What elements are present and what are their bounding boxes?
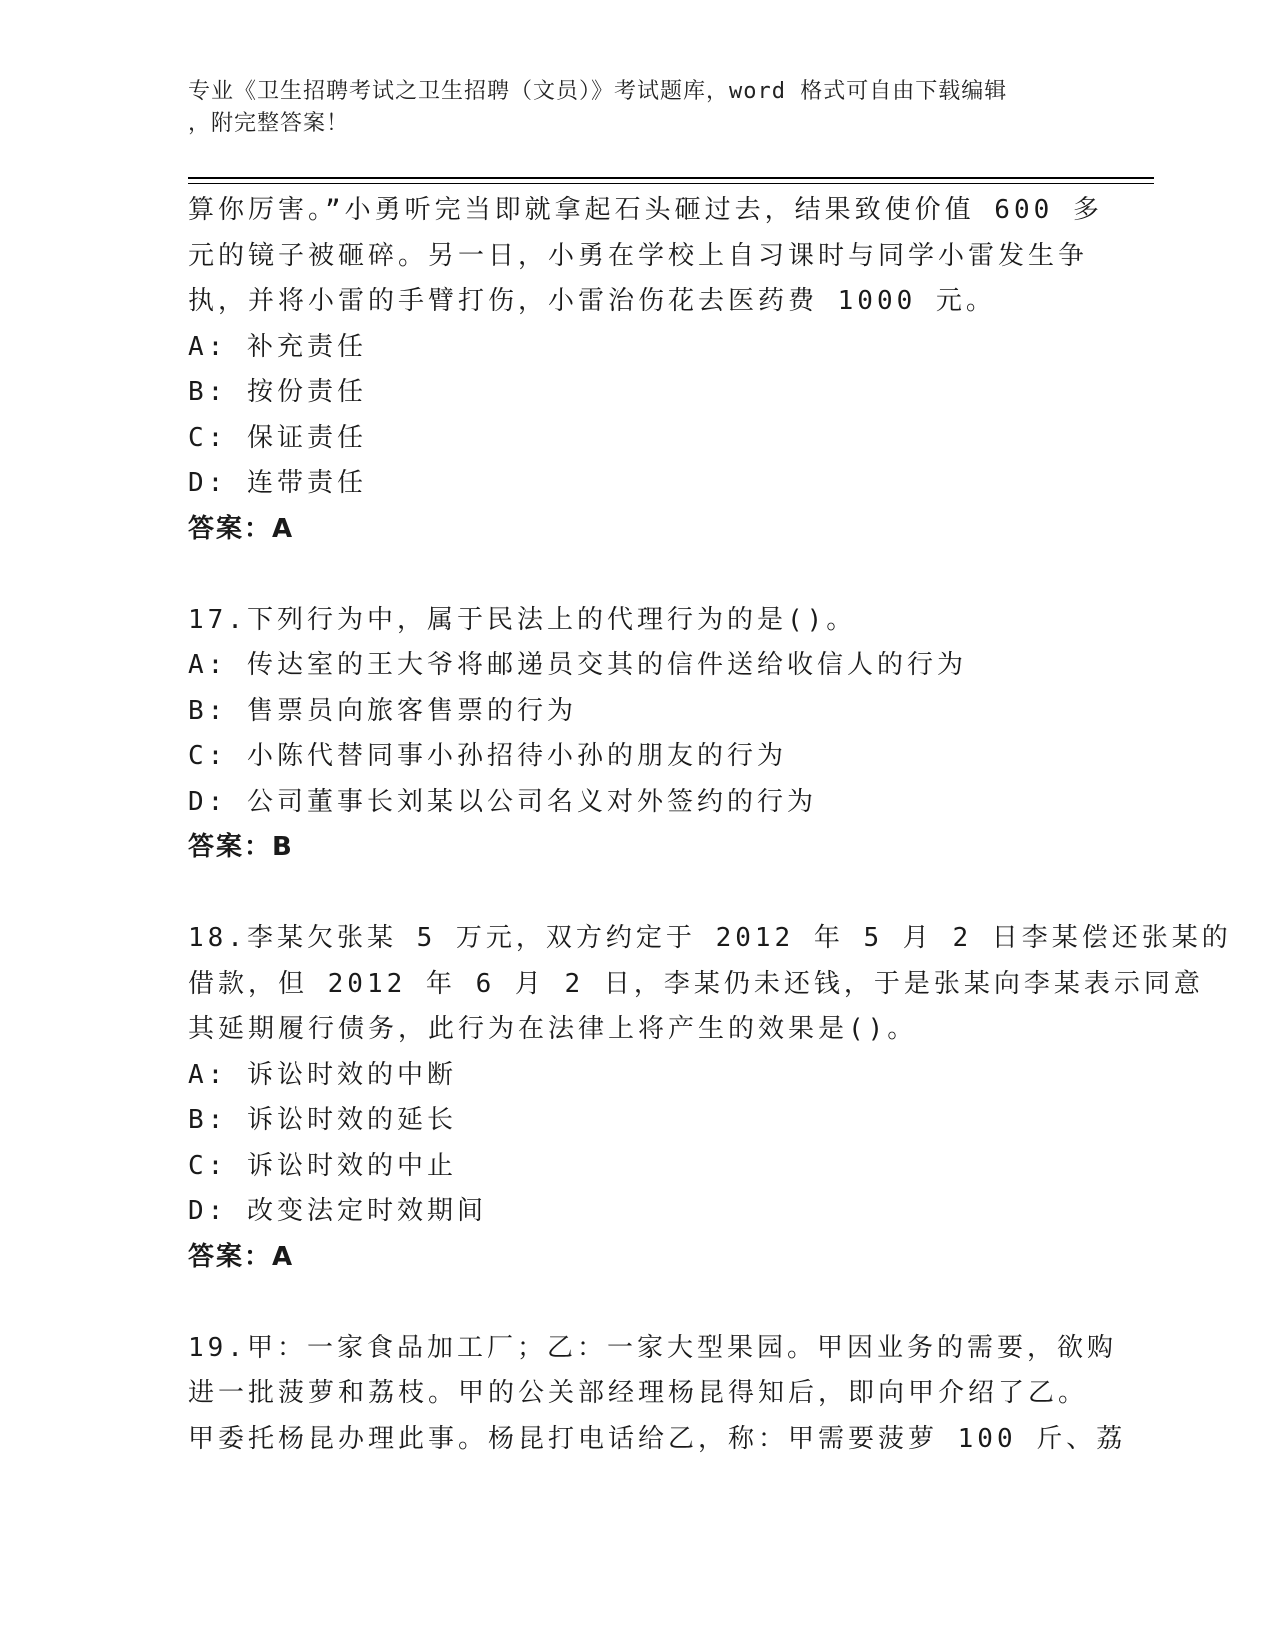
spacer [188,1280,1088,1326]
header-rule-thin [188,183,1154,184]
option-a: A: 诉讼时效的中断 [188,1059,457,1090]
option-c: C: 小陈代替同事小孙招待小孙的朋友的行为 [188,741,787,771]
question-19 [188,1326,1127,1463]
header-rule-thick [188,177,1154,179]
option-a: A: 传达室的王大爷将邮递员交其的信件送给收信人的行为 [188,650,967,680]
option-d: D: 公司董事长刘某以公司名义对外签约的行为 [188,786,817,817]
question-text-line: 元的镜子被砸碎。另一日，小勇在学校上自习课时与同学小雷发生争 [188,240,1089,271]
question-text-line: 执，并将小雷的手臂打伤，小雷治伤花去医药费 1000 元。 [188,286,996,316]
question-text-line: 18.李某欠张某 5 万元，双方约定于 2012 年 5 月 2 日李某偿还张某的 [188,923,1232,953]
question-text-line: 19.甲：一家食品加工厂；乙：一家大型果园。甲因业务的需要，欲购 [188,1332,1117,1363]
question-18 [188,916,1232,1280]
question-text-line: 17.下列行为中，属于民法上的代理行为的是()。 [188,604,857,635]
spacer [188,552,1088,598]
question-text-line: 算你厉害。”小勇听完当即就拿起石头砸过去，结果致使价值 600 多 [188,195,1103,225]
question-text-line: 进一批菠萝和荔枝。甲的公关部经理杨昆得知后，即向甲介绍了乙。 [188,1378,1089,1408]
question-17 [188,598,1088,871]
header-line-1: 专业《卫生招聘考试之卫生招聘（文员）》考试题库，word 格式可自由下载编辑 [188,79,1008,104]
document-body [188,188,1232,1462]
option-b: B: 诉讼时效的延长 [188,1105,457,1135]
option-b: B: 按份责任 [188,377,367,407]
option-c: C: 保证责任 [188,422,367,453]
answer-line: 答案：B [188,832,294,862]
option-c: C: 诉讼时效的中止 [188,1150,457,1181]
option-d: D: 改变法定时效期间 [188,1196,487,1226]
answer-line: 答案：A [188,513,295,544]
header-line-2: ，附完整答案！ [188,111,350,136]
option-b: B: 售票员向旅客售票的行为 [188,695,577,726]
spacer [188,871,1088,917]
option-a: A: 补充责任 [188,331,367,362]
answer-line: 答案：A [188,1241,295,1272]
question-text-line: 其延期履行债务，此行为在法律上将产生的效果是()。 [188,1014,918,1044]
question-16-continuation [188,188,1103,552]
option-d: D: 连带责任 [188,468,367,498]
question-text-line: 甲委托杨昆办理此事。杨昆打电话给乙，称：甲需要菠萝 100 斤、荔 [188,1423,1127,1454]
question-text-line: 借款，但 2012 年 6 月 2 日，李某仍未还钱，于是张某向李某表示同意 [188,968,1204,999]
document-header [188,76,1068,140]
